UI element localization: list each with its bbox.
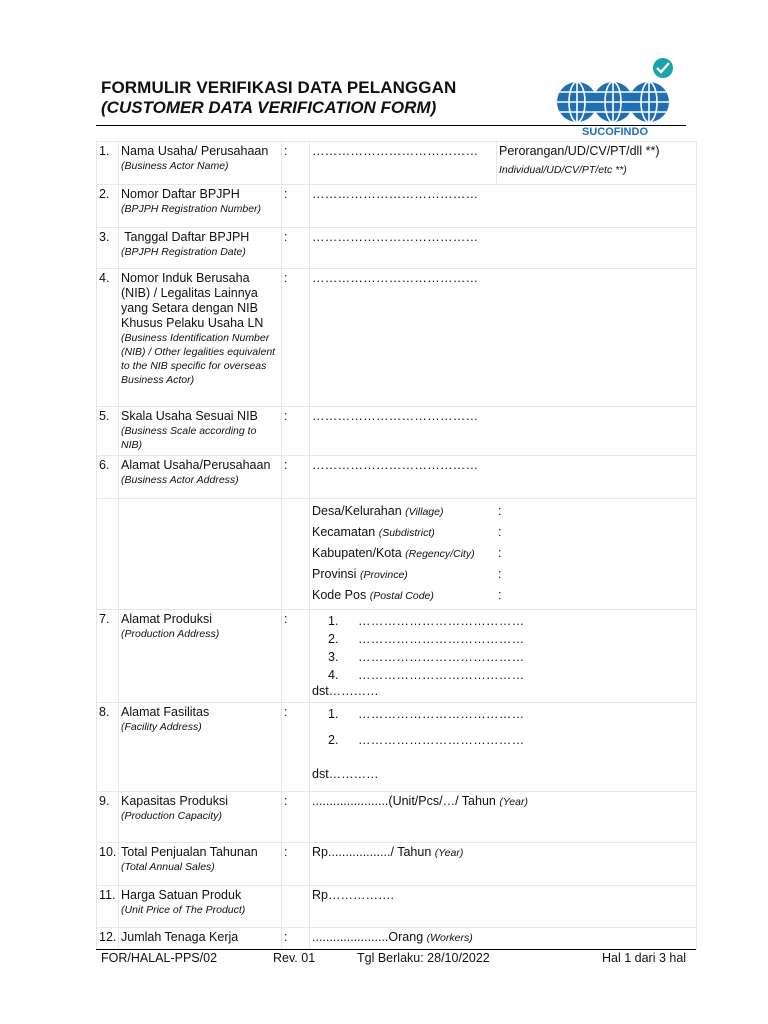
- address-line-subdistrict[interactable]: Kecamatan (Subdistrict) :: [312, 524, 502, 539]
- row-number: 4.: [97, 269, 119, 407]
- colon: :: [282, 928, 310, 950]
- row-number: 6.: [97, 456, 119, 499]
- etc-text: dst…………: [312, 684, 379, 698]
- label-subtext: (BPJPH Registration Number): [121, 203, 262, 215]
- field-label: [119, 407, 282, 456]
- table-row: [97, 886, 697, 928]
- row-number: 11.: [97, 886, 119, 928]
- form-table: [96, 141, 697, 950]
- label-text: Alamat Produksi: [121, 612, 213, 626]
- label-text: Alamat Usaha/Perusahaan: [121, 458, 271, 472]
- colon: :: [282, 843, 310, 886]
- table-row: [97, 142, 697, 185]
- address-line-village[interactable]: Desa/Kelurahan (Village) :: [312, 503, 502, 518]
- label-text: Tanggal Daftar BPJPH: [121, 230, 250, 244]
- label-subtext: (Total Annual Sales): [121, 861, 215, 873]
- business-type-options[interactable]: [497, 142, 697, 185]
- field-label: [119, 843, 282, 886]
- table-row: [97, 499, 697, 610]
- list-item[interactable]: 1. …………………………………: [328, 706, 525, 721]
- row-number: 10.: [97, 843, 119, 886]
- field-label: [119, 269, 282, 407]
- field-label: [119, 792, 282, 843]
- footer-divider: [96, 949, 696, 950]
- table-row: [97, 269, 697, 407]
- field-label: [119, 610, 282, 703]
- table-row: [97, 703, 697, 792]
- label-subtext: (Business Scale according to NIB): [121, 425, 257, 451]
- colon: :: [282, 792, 310, 843]
- label-text: Nomor Induk Berusaha (NIB) / Legalitas Lainnya yang Setara dengan NIB Khusus Pelaku Usaha LN: [121, 271, 264, 330]
- colon: :: [282, 703, 310, 792]
- table-row: [97, 792, 697, 843]
- revision: Rev. 01: [273, 951, 316, 965]
- colon: [282, 886, 310, 928]
- colon: :: [282, 185, 310, 228]
- table-row: [97, 928, 697, 950]
- workers-field[interactable]: ......................Orang (Workers): [310, 928, 697, 950]
- facility-address-list: [310, 703, 697, 792]
- business-name-field[interactable]: …………………………………: [310, 142, 497, 185]
- table-row: [97, 610, 697, 703]
- label-text: Harga Satuan Produk: [121, 888, 242, 902]
- form-title-english: (CUSTOMER DATA VERIFICATION FORM): [101, 98, 437, 117]
- form-title: FORMULIR VERIFIKASI DATA PELANGGAN: [101, 78, 457, 97]
- row-number: 1.: [97, 142, 119, 185]
- table-row: [97, 407, 697, 456]
- label-subtext: (Unit Price of The Product): [121, 904, 246, 916]
- colon: :: [282, 142, 310, 185]
- row-number: 9.: [97, 792, 119, 843]
- field-label: [119, 185, 282, 228]
- table-row: [97, 228, 697, 269]
- field-label: [119, 886, 282, 928]
- label-text: Kapasitas Produksi: [121, 794, 229, 808]
- list-item[interactable]: 3. …………………………………: [328, 649, 525, 664]
- table-row: [97, 456, 697, 499]
- label-subtext: (Production Address): [121, 628, 220, 640]
- colon: :: [282, 407, 310, 456]
- row-number: 8.: [97, 703, 119, 792]
- colon: :: [282, 269, 310, 407]
- label-subtext: (Production Capacity): [121, 810, 222, 822]
- label-text: Nama Usaha/ Perusahaan: [121, 144, 269, 158]
- row-number: 12.: [97, 928, 119, 950]
- colon: :: [282, 610, 310, 703]
- etc-text: dst…………: [312, 767, 379, 781]
- colon: :: [282, 228, 310, 269]
- row-number: 3.: [97, 228, 119, 269]
- business-address-field[interactable]: …………………………………: [310, 456, 697, 499]
- effective-date: Tgl Berlaku: 28/10/2022: [357, 951, 490, 965]
- label-subtext: (BPJPH Registration Date): [121, 246, 246, 258]
- field-label: [119, 142, 282, 185]
- table-row: [97, 185, 697, 228]
- annual-sales-field[interactable]: Rp................../ Tahun (Year): [310, 843, 697, 886]
- document-code: FOR/HALAL-PPS/02: [101, 951, 218, 965]
- label-text: Jumlah Tenaga Kerja: [121, 930, 239, 944]
- registration-date-field[interactable]: …………………………………: [310, 228, 697, 269]
- label-text: Skala Usaha Sesuai NIB: [121, 409, 258, 423]
- page-number: Hal 1 dari 3 hal: [602, 951, 687, 965]
- registration-number-field[interactable]: …………………………………: [310, 185, 697, 228]
- option-text: Perorangan/UD/CV/PT/dll **): [499, 144, 660, 158]
- header-divider: [96, 125, 686, 126]
- label-text: Alamat Fasilitas: [121, 705, 210, 719]
- field-label: [119, 928, 282, 950]
- field-label: [119, 456, 282, 499]
- list-item[interactable]: 1. …………………………………: [328, 613, 525, 628]
- unit-price-field[interactable]: Rp…………….: [310, 886, 697, 928]
- production-capacity-field[interactable]: ......................(Unit/Pcs/…/ Tahun (Year): [310, 792, 697, 843]
- address-line-regency[interactable]: Kabupaten/Kota (Regency/City) :: [312, 545, 502, 560]
- label-subtext: (Business Actor Address): [121, 474, 239, 486]
- list-item[interactable]: 4. …………………………………: [328, 667, 525, 682]
- production-address-list: [310, 610, 697, 703]
- field-label: [119, 703, 282, 792]
- row-number: 2.: [97, 185, 119, 228]
- address-details: [310, 499, 697, 610]
- table-row: [97, 843, 697, 886]
- label-subtext: (Business Actor Name): [121, 160, 229, 172]
- business-scale-field[interactable]: …………………………………: [310, 407, 697, 456]
- globe-icon: [625, 80, 675, 124]
- check-badge-icon: [653, 58, 673, 78]
- label-text: Total Penjualan Tahunan: [121, 845, 258, 859]
- colon: :: [282, 456, 310, 499]
- row-number: 5.: [97, 407, 119, 456]
- label-text: Nomor Daftar BPJPH: [121, 187, 240, 201]
- list-item[interactable]: 2. …………………………………: [328, 732, 525, 747]
- address-line-postal-code[interactable]: Kode Pos (Postal Code) :: [312, 587, 502, 602]
- label-subtext: (Business Identification Number (NIB) / Other legalities equivalent to the NIB specific for overseas Business Actor): [121, 332, 276, 386]
- address-line-province[interactable]: Provinsi (Province) :: [312, 566, 502, 581]
- list-item[interactable]: 2. …………………………………: [328, 631, 525, 646]
- option-subtext: Individual/UD/CV/PT/etc **): [499, 164, 627, 176]
- row-number: 7.: [97, 610, 119, 703]
- label-subtext: (Facility Address): [121, 721, 202, 733]
- logo-text: SUCOFINDO: [582, 126, 648, 137]
- field-label: [119, 228, 282, 269]
- nib-field[interactable]: …………………………………: [310, 269, 697, 407]
